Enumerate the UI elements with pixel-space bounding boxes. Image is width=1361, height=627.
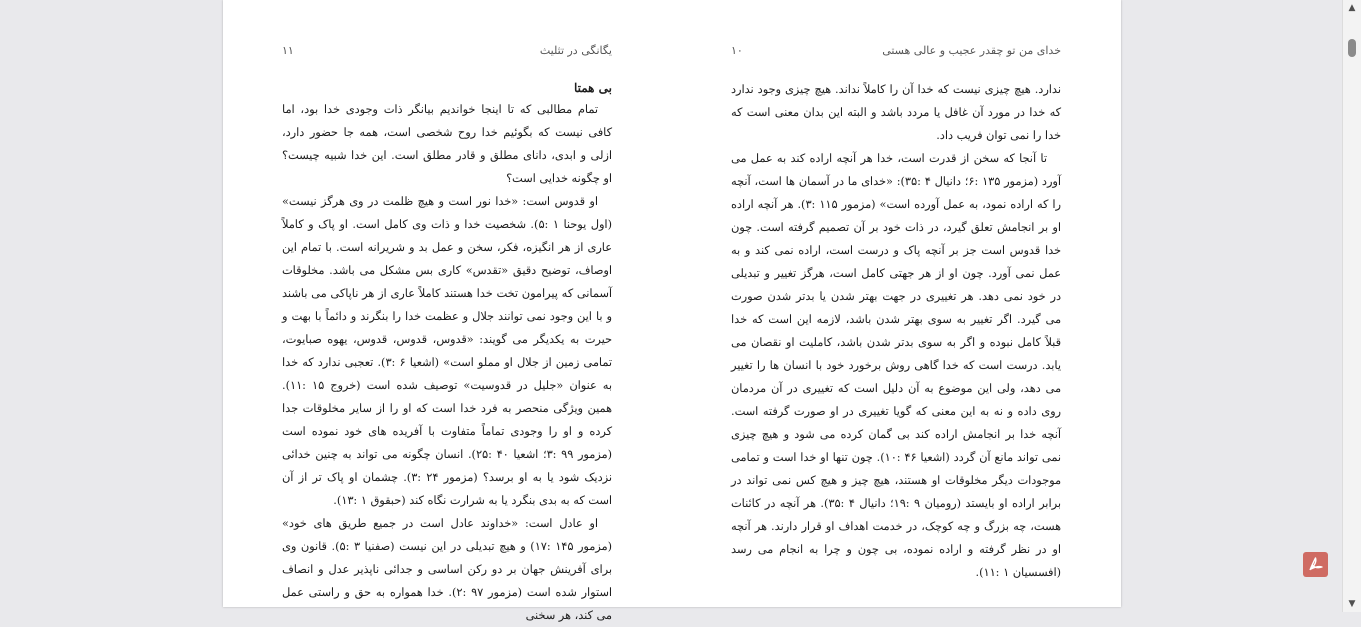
scrollbar-thumb[interactable] <box>1348 39 1356 57</box>
paragraph: تا آنجا که سخن از قدرت است، خدا هر آنچه اراده کند به عمل می آورد (مزمور ۱۳۵ :۶؛ دانیال ۴ :۳۵): «خدای ما در آسمان ها است، آنچه را که اراده نمود، به عمل آورده است» (مزمور ۱۱۵ :۳). هر آنچه اراده او بر انجامش تعلق گیرد، در ذات خود بر آن تصمیم گرفته است. چون خدا قدوس است جز بر آنچه پاک و درست است، اراده نمی کند و به عمل نمی آورد. چون او از هر جهتی کامل است، هرگز تغییر و تبدیلی در خود نمی دهد. هر تغییری در جهت بهتر شدن یا بدتر شدن صورت می گیرد. اگر تغییر به سوی بهتر شدن باشد، لازمه این است که خدا قبلاً کامل نبوده و اگر به سوی بدتر شدن باشد، کاملیت او نقصان می یابد. درست است که خدا گاهی روش برخورد خود با انسان ها را تغییر می دهد، ولی این موضوع به آن دلیل است که تغییری در آن مردمان روی داده و نه به این معنی که گویا تغییری در او صورت گرفته است. آنچه خدا بر انجامش اراده کند بی گمان کرده می شود و هیچ چیزی نمی تواند مانع آن گردد (اشعیا ۴۶ :۱۰). چون تنها او خدا است و تمامی موجودات دیگر مخلوقات او هستند، هیچ چیز و هیچ کس نمی تواند در برابر اراده او بایستد (رومیان ۹ :۱۹؛ دانیال ۴ :۳۵). هر آنچه در کائنات هست، چه بزرگ و چه کوچک، در خدمت اهداف او قرار دارند. هر آنچه او در نظر گرفته و اراده نموده، بی چون و چرا به انجام می رسد (افسسیان ۱ :۱۱). <box>731 152 1061 579</box>
paragraph: او عادل است: «خداوند عادل است در جمیع طریق های خود» (مزمور ۱۴۵ :۱۷) و هیچ تبدیلی در این نیست (صفنیا ۳ :۵). قانون وی برای آفرینش جهان بر دو رکن اساسی و جدائی ناپذیر عدل و انصاف استوار شده است (مزمور ۹۷ :۲). خدا همواره به حق و راستی عمل می کند، هر سخنی <box>282 517 612 622</box>
running-title-left: یگانگی در تثلیث <box>539 44 612 57</box>
page-number-left: ۱۱ <box>282 44 294 57</box>
paragraph: او قدوس است: «خدا نور است و هیچ ظلمت در وی هرگز نیست» (اول یوحنا ۱ :۵). شخصیت خدا و ذات وی کامل است. او پاک و کاملاً عاری از هر انگیزه، فکر، سخن و عمل بد و شریرانه است. با تمام این اوصاف، توضیح دقیق «تقدس» کاری بس مشکل می باشد. مخلوقات آسمانی که پیرامون تخت خدا هستند کاملاً عاری از هر ناپاکی می باشند و با این وجود نمی توانند جلال و عظمت خدا را بنگرند و دائماً با بهت و حیرت به یکدیگر می گویند: «قدوس، قدوس، قدوس، یهوه صبایوت، تمامی زمین از جلال او مملو است» (اشعیا ۶ :۳). تعجبی ندارد که خدا به عنوان «جلیل در قدوسیت» توصیف شده است (خروج ۱۵ :۱۱). همین ویژگی منحصر به فرد خدا است که او را از سایر مخلوقات جدا کرده و او را وجودی تماماً متفاوت با آفریده های خود نموده است (مزمور ۹۹ :۳؛ اشعیا ۴۰ :۲۵). انسان چگونه می تواند به چنین خدائی نزدیک شود یا به او برسد؟ (مزمور ۲۴ :۳). چشمان او پاک تر از آن است که به بدی بنگرد یا به شرارت نگاه کند (حبقوق ۱ :۱۳). <box>282 195 612 507</box>
paragraph: تمام مطالبی که تا اینجا خواندیم بیانگر ذات وجودی خدا بود، اما کافی نیست که بگوئیم خدا روح شخصی است، همه جا حضور دارد، ازلی و ابدی، دانای مطلق و قادر مطلق است. این خدا شبیه چیست؟ او چگونه خدایی است؟ <box>282 103 612 185</box>
running-title-right: خدای من تو چقدر عجیب و عالی هستی <box>882 44 1061 57</box>
running-head-left <box>282 44 612 62</box>
vertical-scrollbar[interactable] <box>1342 0 1361 612</box>
paragraph: ندارد. هیچ چیزی نیست که خدا آن را کاملاً نداند. هیچ چیزی وجود ندارد که خدا در مورد آن غافل یا مردد باشد و البته این بدان معنی است که خدا را نمی توان فریب داد. <box>731 83 1061 142</box>
scroll-down-arrow-icon[interactable]: ▼ <box>1348 599 1356 609</box>
page-number-right: ۱۰ <box>731 44 743 57</box>
page-body-left <box>282 78 612 627</box>
running-head-right <box>731 44 1061 62</box>
section-heading: بی همتا <box>573 81 612 95</box>
pdf-page-spread <box>223 0 1121 622</box>
scroll-up-arrow-icon[interactable]: ▲ <box>1348 3 1356 13</box>
pdf-icon <box>1307 556 1324 573</box>
page-body-right <box>731 78 1061 584</box>
pdf-button[interactable] <box>1303 552 1328 577</box>
